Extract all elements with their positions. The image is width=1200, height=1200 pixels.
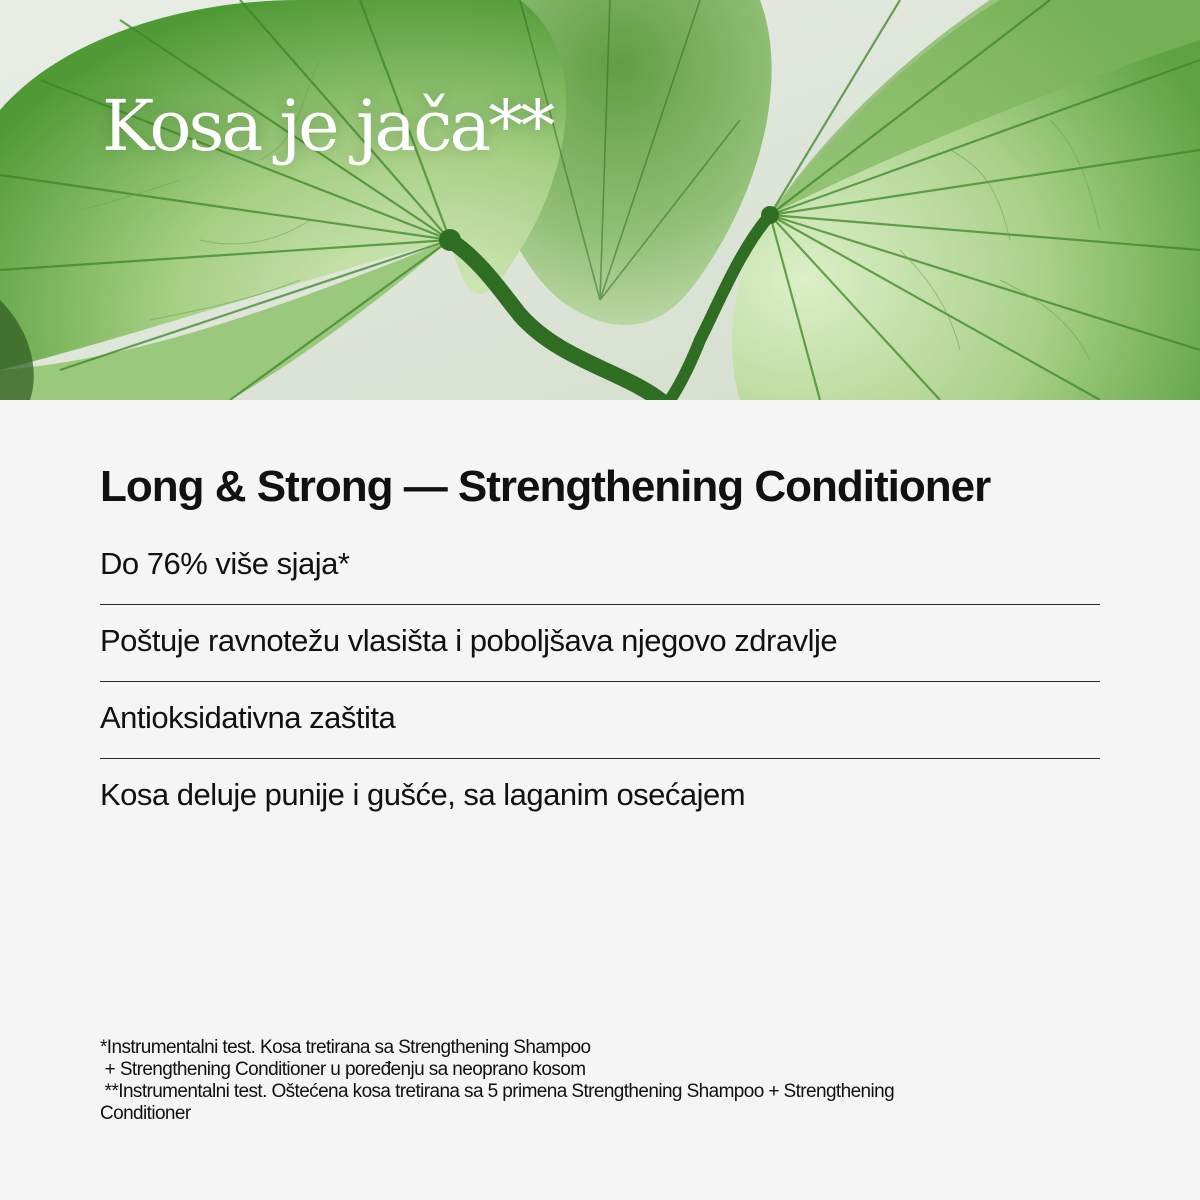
benefit-item: Kosa deluje punije i gušće, sa laganim osećajem	[100, 777, 746, 812]
benefit-list	[100, 544, 1100, 835]
benefit-item: Poštuje ravnotežu vlasišta i poboljšava njegovo zdravlje	[100, 605, 1100, 682]
hero-banner	[0, 0, 1200, 400]
footnote-line: Conditioner	[100, 1103, 191, 1124]
benefit-item: Antioksidativna zaštita	[100, 682, 1100, 759]
benefit-item: Do 76% više sjaja*	[100, 544, 1100, 605]
footnotes	[100, 1037, 1100, 1125]
footnote-line: *Instrumentalni test. Kosa tretirana sa Strengthening Shampoo	[100, 1037, 591, 1058]
product-title: Long & Strong — Strengthening Conditioner	[100, 462, 991, 511]
product-info	[100, 400, 1100, 835]
footnote-line: + Strengthening Conditioner u poređenju sa neoprano kosom	[100, 1059, 586, 1080]
footnote-line: **Instrumentalni test. Oštećena kosa tretirana sa 5 primena Strengthening Shampoo + Strengthening	[100, 1081, 895, 1102]
leaf-illustration	[0, 0, 1200, 400]
hero-headline: Kosa je jača**	[102, 85, 553, 167]
